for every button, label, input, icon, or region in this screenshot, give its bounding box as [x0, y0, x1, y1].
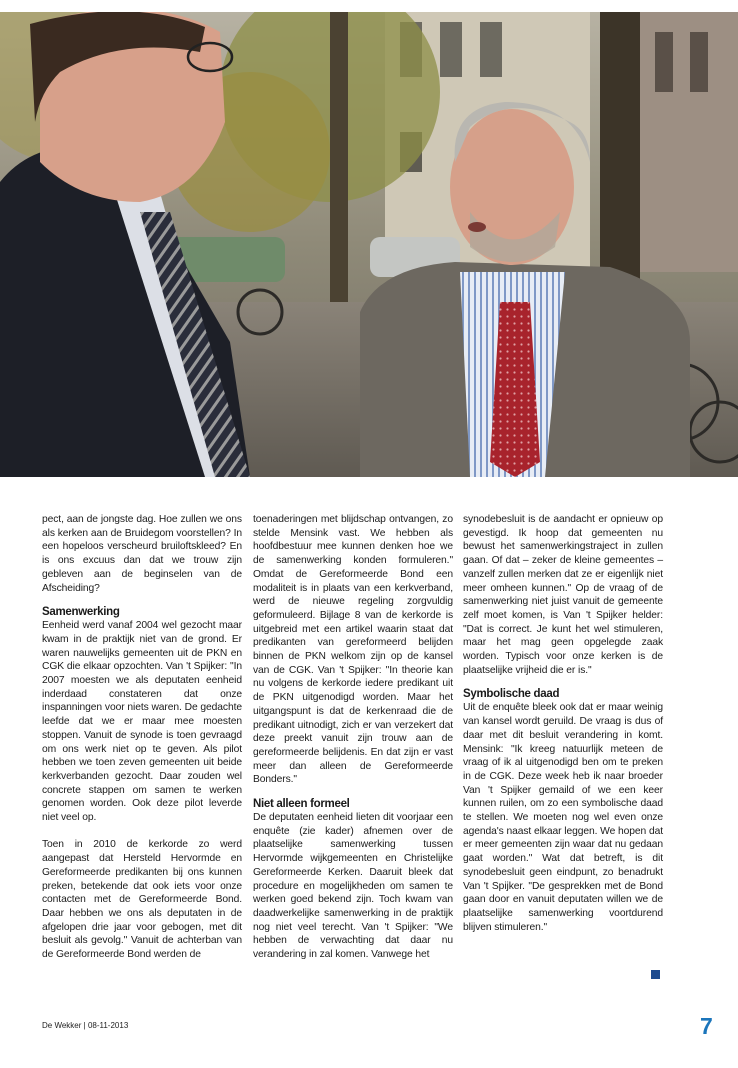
footer-publication: De Wekker | 08-11-2013 [42, 1021, 129, 1030]
section-heading-niet-alleen-formeel: Niet alleen formeel [253, 798, 350, 811]
paragraph: Eenheid werd vanaf 2004 wel gezocht maar kwam in de praktijk niet van de grond. Er waren nauwelijks gemeenten uit de PKN en CGK die elkaar opzochten. Van 't Spijker: "In 2007 moesten we als deputaten eenheid inderdaad constateren dat onze inspanningen voor niets waren. De gedachte leefde dat we er maar mee moesten stoppen. Vanuit de synode is toen gevraagd om ons werk niet op te geven. Als pilot hebben we toen zeven gemeenten uit beide kerkverbanden gezocht. Daar zouden wel concrete stappen om samen te werken genomen worden. Ook deze pilot leverde niet veel op. [42, 620, 242, 824]
paragraph: toenaderingen met blijdschap ontvangen, zo stelde Mensink vast. We hebben als hoofdbestuur mee kunnen denken hoe we de samenwerking konden formuleren." Omdat de Gereformeerde Bond een modaliteit is in plaats van een kerkverband, werd de nieuwe regeling zorgvuldig geformuleerd. Bijlage 8 van de kerkorde is uitgebreid met een artikel waarin staat dat predikanten van gereformeerd belijden binnen de PKN welkom zijn op de kansel van de CGK. Van 't Spijker: "In theorie kan nu volgens de kerkorde iedere predikant uit de PKN uitgenodigd worden. Maar het uitgangspunt is dat de kerkenraad die de predikant uitnodigt, zich er van verzekert dat deze preekt vanuit zijn trouw aan de gereformeerde belijdenis. En dat zijn er vast meer dan alleen de Gereformeerde Bonders." [253, 514, 453, 786]
page-number: 7 [700, 1013, 713, 1039]
column-3 [463, 513, 663, 934]
paragraph: Uit de enquête bleek ook dat er maar weinig van kansel wordt geruild. De vraag is dus of daar met dit besluit verandering in komt. Mensink: "Ik kreeg natuurlijk meteen de vraag of ik al uitgenodigd ben om te preken in de CGK. Deze week heb ik naar broeder Van 't Spijker gemaild of we een keer kunnen ruilen, om zo een symbolische daad te stellen. We moeten nog wel even onze agenda's naast elkaar leggen. We hopen dat er meer gemeenten zijn waar dat nu gedaan gaat worden." Wat dat betreft, is dit synodebesluit geen eindpunt, zo benadrukt Van 't Spijker. "De gesprekken met de Bond gaan door en vanuit deputaten willen we de plaatselijke samenwerking voortdurend blijven stimuleren." [463, 702, 663, 933]
column-2 [253, 513, 453, 962]
section-heading-samenwerking: Samenwerking [42, 606, 120, 619]
section-heading-symbolische-daad: Symbolische daad [463, 688, 560, 701]
paragraph: synodebesluit is de aandacht er opnieuw op gevestigd. Ik hoop dat gemeenten nu bewust het samenwerkingstraject in zullen gaan. Of dat – zeker de kleine gemeentes – vanzelf zullen merken dat ze er eigenlijk niet meer omheen kunnen." Op de vraag of de samenwerking niet juist vanuit de gemeente zelf moet komen, is Van 't Spijker helder: "Dat is correct. Je kunt het wel stimuleren, maar het mag geen opgelegde zaak worden. Typisch voor onze kerken is de plaatselijke vrijheid die er is." [463, 514, 663, 676]
column-1 [42, 513, 242, 962]
paragraph: Toen in 2010 de kerkorde zo werd aangepast dat Hersteld Hervormde en Gereformeerde predikanten bij ons kunnen preken, betekende dat ook iets voor onze contacten met de Gereformeerde Bond. Daar hebben we ons als deputaten in de afgelopen drie jaar voor gebogen, met dit besluit als gevolg." Vanuit de achterban van de Gereformeerde Bond werden de [42, 839, 242, 961]
paragraph: pect, aan de jongste dag. Hoe zullen we ons als kerken aan de Bruidegom voorstellen? In een hopeloos verscheurd bruiloftskleed? En is ons excuus dan dat we trouw zijn gebleven aan de beginselen van de Afscheiding? [42, 514, 242, 594]
paragraph: De deputaten eenheid lieten dit voorjaar een enquête (zie kader) afnemen over de plaatselijke samenwerking tussen Hervormde wijkgemeenten en Christelijke Gereformeerde Kerken. Daaruit bleek dat procedure en mogelijkheden om samen te werken goed bekend zijn. Toch kwam van daadwerkelijke samenwerking in de praktijk nog niet veel terecht. Van 't Spijker: "We hebben de verwachting dat daar nu verandering in zal komen. Vanwege het [253, 812, 453, 961]
article-end-mark [651, 970, 660, 979]
article-photo [0, 12, 738, 477]
